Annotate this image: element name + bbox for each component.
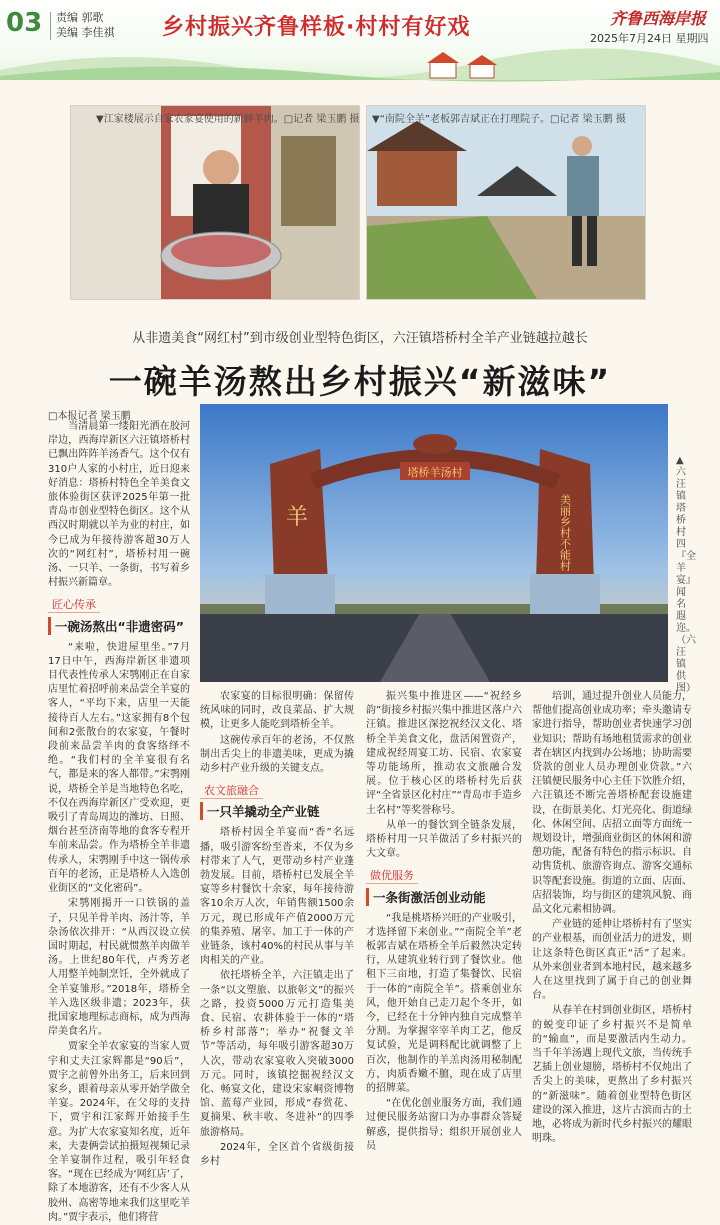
paragraph: 塔桥村因全羊宴而“香”名远播，吸引游客纷至沓来，不仅为乡村带来了人气，更带动乡村产业蓬勃发展。目前，塔桥村已发展全羊宴等乡村餐饮十余家，每年接待游客10余万人次，年销售额1500余万元，现已形成年产值2000万元的集养殖、屠宰、加工于一体的产业链条，该村40%的村民从事与羊肉相关的产业。 <box>200 827 354 967</box>
paragraph: 产业链的延伸让塔桥村有了坚实的产业根基，而创业活力的迸发，则让这条特色街区真正“活”了起来。从外来创业者到本地村民，越来越多人在这里找到了属于自己的创业舞台。 <box>532 919 692 1002</box>
intro-paragraph: 当清晨第一缕阳光洒在胶河岸边，西海岸新区六汪镇塔桥村已飘出阵阵羊汤香气。这个仅有310户人家的小村庄，近日迎来好消息：塔桥村特色全羊美食文旅体验街区获评2025年第一批青岛市创业型特色街区。这个从西汉时期就以羊为业的村庄，如今已成为年接待游客超30万人次的“网红村”，塔桥村用一碗汤、一只羊、一条街，书写着乡村振兴新篇章。 <box>48 421 190 589</box>
editor-label: 责编 <box>56 11 78 24</box>
paragraph: 这碗传承百年的老汤，不仅熬制出舌尖上的非遗美味，更成为撬动乡村产业升级的关键支点。 <box>200 734 354 775</box>
section-kicker: 做优服务 <box>366 867 418 884</box>
caption-left-photo: ▼江家楼展示自家农家宴使用的新鲜羊肉。□记者 梁玉鹏 摄 <box>96 114 360 125</box>
main-photo-arch <box>200 404 668 682</box>
paragraph: 培训，通过提升创业人员能力，帮他们提高创业成功率；牵头邀请专家进行指导，帮助创业者快速学习创业知识；帮助有场地租赁需求的创业者在辖区内找到办公场地；协助需要贷款的创业人员办理创业贷款。”六汪镇便民服务中心主任下饮胜介绍，六汪镇还不断完善塔桥配套设施建设，在街景美化、灯光亮化、街道绿化、休闲空间、店招立面等方面统一规划设计，增强商业街区的休闲和游憩功能，配备有特色的指示标识、自动售货机、旅游咨询点、游客交通标识等配套设施。街道的立面、店面、店招装饰，均与街区的建筑风貌、商品文化元素相协调。 <box>532 691 692 916</box>
paragraph: 2024年，全区首个省级街接乡村 <box>200 1141 354 1168</box>
caption-main-photo: ▲六汪镇塔桥村四『全羊宴』闻名遐迩。（六汪镇供图） <box>676 455 696 694</box>
photo-man-with-mutton <box>71 106 359 299</box>
paragraph: 从单一的餐饮到全链条发展，塔桥村用一只羊做活了乡村振兴的大文章。 <box>366 819 522 860</box>
section-banner: 乡村振兴齐鲁样板·村村有好戏 <box>162 15 471 40</box>
paragraph: 贾家全羊农家宴的当家人贾宇和丈夫江家辉都是“90后”，贾宇之前曾外出务工，后来回到家乡，跟着母亲从零开始学做全羊宴。2024年，在父母的支持下，贾宇和江家辉开始接手生意。为扩大农家宴知名度，近年来，夫妻俩尝试拍摄短视频记录全羊宴制作过程，吸引年轻食客。“现在已经成为‘网红店’了，除了本地游客，还有不少客人从胶州、高密等地来我们这里吃羊肉。”贾宇表示，他们将营 <box>48 1041 190 1223</box>
paragraph: 从春羊在村到创业街区，塔桥村的蜕变印证了乡村振兴不是简单的“输血”，而是要激活内生动力。当千年羊汤遇上现代文旅，当传统手艺插上创业翅膀，塔桥村不仅炖出了舌尖上的美味，更熬出了乡村振兴的“新滋味”。随着创业型特色街区建设的深入推进，这片古滨而古的土地，必将成为新时代乡村振兴的耀眼明珠。 <box>532 1005 692 1145</box>
paragraph: “我是桃塔桥兴旺的产业吸引，才选择留下来创业。”“南院全羊”老板郭吉斌在塔桥全羊后毅然决定转行，从建筑业转行到了餐饮业。他租下三亩地，打造了集餐饮、民宿于一体的“南院全羊”。搭乘创业东风，他开始自己走刀起个冬开，如今，已经在十分钟内独自完成整羊分割。为掌握宰宰羊肉工艺，他反复试验，光是调料配比就调整了上百次，他制作的羊羔肉汤用秘制配方，肉质香嫩不膻，现在成了店里的招牌菜。 <box>366 912 522 1095</box>
article-title: 一碗羊汤熬出乡村振兴“新滋味” <box>108 362 612 401</box>
article-column-3 <box>366 690 522 1152</box>
issue-date: 2025年7月24日 星期四 <box>590 32 709 45</box>
photo-farmer-yard <box>367 106 645 299</box>
section-kicker: 农文旅融合 <box>200 782 263 799</box>
article-byline: □本报记者 梁玉鹏 <box>48 411 131 422</box>
article-subtitle: 从非遗美食“网红村”到市级创业型特色街区，六汪镇塔桥村全羊产业链越拉越长 <box>132 331 588 346</box>
header-hills-decoration <box>0 40 720 80</box>
editor-name: 郭歌 <box>81 11 104 24</box>
section-heading-3 <box>366 867 522 905</box>
photo-right-frame <box>366 105 646 300</box>
section-title: 一条街激活创业动能 <box>366 888 522 906</box>
arch-sign-text: 塔桥羊汤村 <box>407 466 463 479</box>
section-title: 一碗汤熬出“非遗密码” <box>48 617 190 635</box>
paragraph: “在优化创业服务方面，我们通过便民服务站窗口为办事群众答疑解惑，提供指导；组织开展创业人员 <box>366 1098 522 1152</box>
newspaper-logo: 齐鲁西海岸报 <box>610 9 707 28</box>
paragraph: 宋鹗刚揭开一口铁锅的盖子，只见羊骨羊肉、汤汁等，羊杂汤依次排开：“从西汉设立侯国时期起，村民就惯熬羊肉做羊汤。上世纪80年代，卢秀芳老人用整羊炖制烹饪，全外就成了全羊宴雏形。”2018年，塔桥全羊入选区级非遗；2023年，获批国家地理标志商标，成为西海岸美食名片。 <box>48 898 190 1038</box>
designer-name: 李佳祺 <box>81 26 115 39</box>
article-column-4 <box>532 690 692 1145</box>
caption-right-photo: ▼“南院全羊”老板郭吉斌正在打理院子。□记者 梁玉鹏 摄 <box>372 114 626 125</box>
paragraph: “来啦，快进屋里坐。”7月17日中午，西海岸新区非遗项目代表性传承人宋鹗刚正在自家店里忙着招呼前来品尝全羊宴的客人，“平均下来，店里一天能接待百人左右。”这家拥有8个包间和2张散台的农家宴，午餐时段前来品尝羊肉的食客络绎不绝。“我们村的全羊宴很有名气，都是来的客人都带。”宋鹗刚说，塔桥全羊是当地特色名吃，不仅在西海岸新区广受欢迎，更吸引了青岛周边的潍坊、日照、烟台甚至济南等地的食客专程开车前来品尝。作为塔桥全羊非遗传承人，宋鹗刚手中这一锅传承百年的老汤，正是塔桥人入选创业街区的“文化密码”。 <box>48 641 190 895</box>
arch-left-char: 羊 <box>285 505 309 530</box>
photo-left-frame <box>70 105 360 300</box>
section-title: 一只羊撬动全产业链 <box>200 802 354 820</box>
article-column-2 <box>200 690 354 1168</box>
header-divider <box>50 12 51 40</box>
paragraph: 振兴集中推进区——“祝经乡韵”街接乡村振兴集中推进区落户六汪镇。推进区深挖祝经汉文化、塔桥全羊美食文化，盘活闲置资产，建成祝经周宴工坊、民宿、农家宴等功能场所，推动农文旅融合发展。位于核心区的塔桥村先后获评“全省景区化村庄”“青岛市手造乡土名村”等奖誉称号。 <box>366 691 522 816</box>
editor-credits <box>56 10 115 40</box>
section-kicker: 匠心传承 <box>48 596 100 613</box>
page-number: 03 <box>6 8 43 38</box>
article-column-1 <box>48 420 190 1223</box>
section-heading-1 <box>48 596 190 634</box>
designer-label: 美编 <box>56 26 78 39</box>
paragraph: 依托塔桥全羊，六汪镇走出了一条“以文塑旅、以旅彰文”的振兴之路，投资5000万元打造集美食、民宿、农耕体验于一体的“塔桥乡村部落”；举办“祝餐文羊节”等活动，每年吸引游客超30万人次，带动农家宴收入突破3000万元。同时，该镇挖掘祝经汉文化、畅宴文化，建设宋家峒资博物馆、蓝莓产业园，形成“春赏花、夏摘果、秋丰收、冬进补”的四季旅游格局。 <box>200 970 354 1138</box>
paragraph: 农家宴的目标很明确：保留传统风味的同时，改良菜品、扩大规模，让更多人能吃到塔桥全羊。 <box>200 691 354 731</box>
section-heading-2 <box>200 782 354 820</box>
arch-right-vertical-text: 美丽乡村不能村 <box>558 494 572 571</box>
page-header <box>0 0 720 78</box>
